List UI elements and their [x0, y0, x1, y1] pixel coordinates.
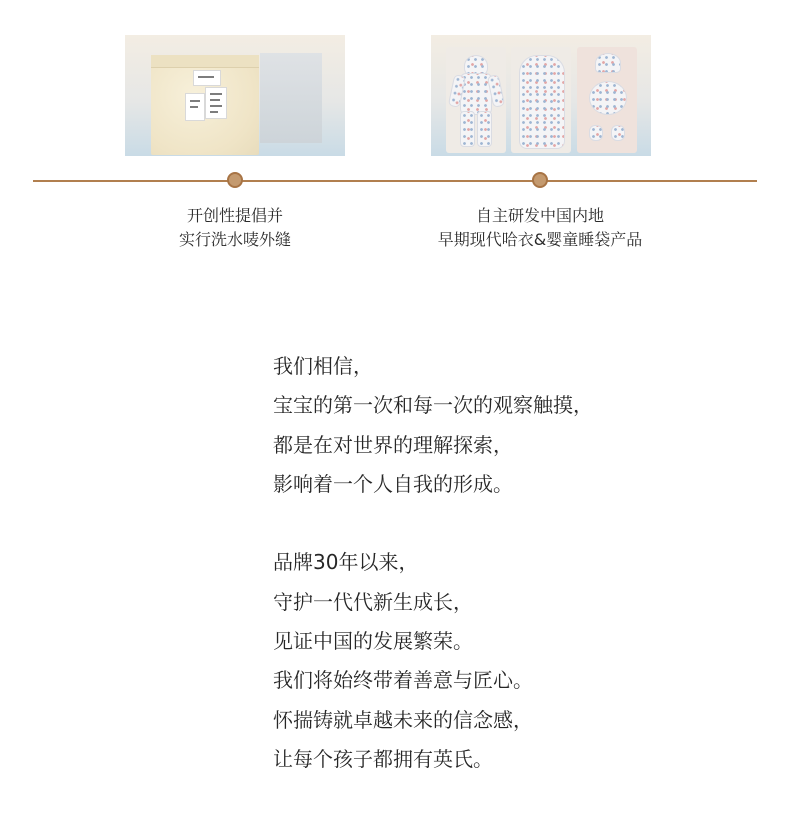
- paragraph-gap: [273, 504, 773, 543]
- jumpsuit-leg: [477, 111, 492, 147]
- grey-board: [260, 53, 322, 143]
- milestone-2-caption: [390, 204, 690, 252]
- story-line: 怀揣铸就卓越未来的信念感，: [273, 707, 533, 732]
- caption-line: 早期现代哈衣&婴童睡袋产品: [437, 230, 643, 249]
- brand-story: [273, 347, 773, 779]
- panel-sleeping-bag: [511, 47, 571, 153]
- care-label: [205, 87, 227, 119]
- story-line: 影响着一个人自我的形成。: [273, 471, 513, 496]
- baby-hat: [595, 53, 621, 73]
- jumpsuit-leg: [460, 111, 475, 147]
- milestone-1-image: [125, 35, 345, 156]
- story-line: 守护一代代新生成长，: [273, 589, 473, 614]
- panel-jumpsuit: [446, 47, 506, 153]
- story-line: 宝宝的第一次和每一次的观察触摸，: [273, 393, 593, 418]
- milestone-2-image: [431, 35, 651, 156]
- care-label: [193, 70, 221, 86]
- caption-line: 自主研发中国内地: [475, 206, 604, 225]
- sleeping-bag: [519, 55, 565, 149]
- timeline-dot: [227, 172, 243, 188]
- care-label: [185, 93, 205, 121]
- story-line: 我们将始终带着善意与匠心。: [273, 668, 533, 693]
- timeline-dot: [532, 172, 548, 188]
- baby-bib: [589, 81, 627, 115]
- baby-mitten: [589, 125, 603, 141]
- story-line: 让每个孩子都拥有英氏。: [273, 746, 493, 771]
- timeline-line: [33, 180, 757, 182]
- story-line: 我们相信，: [273, 354, 373, 378]
- story-line: 品牌30年以来，: [273, 550, 419, 575]
- milestone-1-caption: [135, 204, 335, 252]
- pants-waistband: [151, 55, 259, 68]
- story-line: 见证中国的发展繁荣。: [273, 629, 473, 654]
- caption-line: 实行洗水唛外缝: [178, 230, 291, 249]
- story-line: 都是在对世界的理解探索，: [273, 432, 513, 457]
- baby-mitten: [611, 125, 625, 141]
- panel-accessories: [577, 47, 637, 153]
- caption-line: 开创性提倡并: [186, 206, 283, 225]
